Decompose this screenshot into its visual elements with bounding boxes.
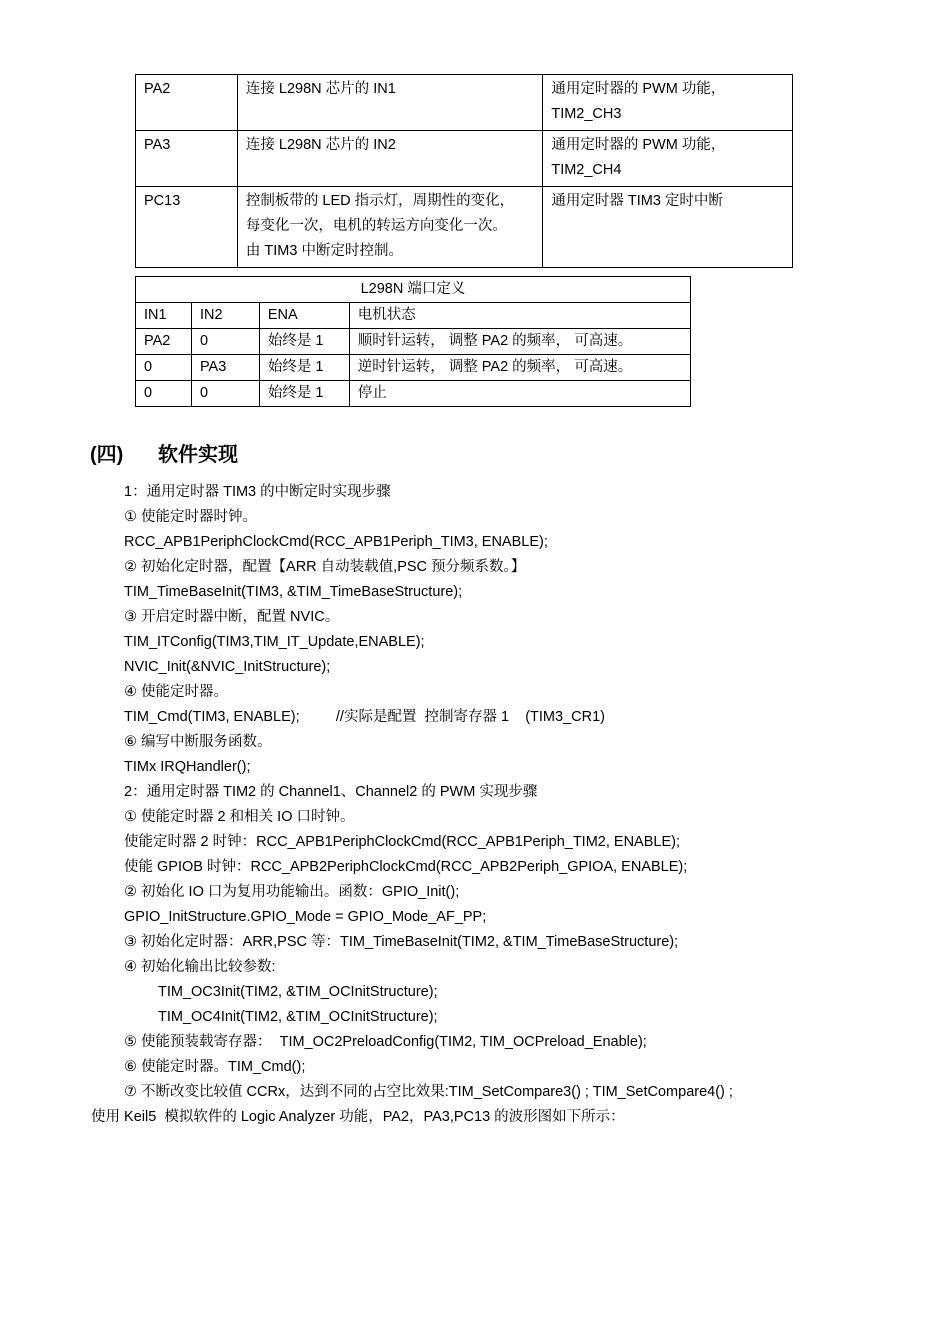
pin-cell: PA2: [136, 75, 238, 131]
text-line: ④ 初始化输出比较参数:: [124, 959, 276, 975]
code-line: TIM_Cmd(TIM3, ENABLE); //实际是配置 控制寄存器 1 (TIM3_CR1): [124, 709, 605, 725]
table-row: [136, 329, 691, 355]
table-cell: 始终是 1: [259, 329, 349, 355]
code-line: TIMx IRQHandler();: [124, 759, 251, 775]
table-row: [136, 355, 691, 381]
section-heading: [90, 438, 238, 467]
table-row: [136, 75, 793, 131]
pin-table: [135, 74, 793, 268]
table-cell: 0: [136, 355, 192, 381]
text-line: 使能定时器 2 时钟：RCC_APB1PeriphClockCmd(RCC_APB1Periph_TIM2, ENABLE);: [124, 834, 680, 850]
header-cell: 电机状态: [349, 303, 690, 329]
table-row: [136, 187, 793, 268]
code-line: NVIC_Init(&NVIC_InitStructure);: [124, 659, 331, 675]
text-line: ④ 使能定时器。: [124, 684, 229, 700]
function-cell: 连接 L298N 芯片的 IN1: [237, 75, 542, 131]
table-header-row: [136, 303, 691, 329]
port-definition-table: [135, 276, 691, 407]
section-number: (四): [90, 444, 124, 466]
text-line: ③ 开启定时器中断，配置 NVIC。: [124, 609, 340, 625]
code-line: GPIO_InitStructure.GPIO_Mode = GPIO_Mode_AF_PP;: [124, 909, 487, 925]
text-line: ② 初始化定时器，配置【ARR 自动装载值,PSC 预分频系数。】: [124, 559, 526, 575]
table-cell: 停止: [349, 381, 690, 407]
header-cell: ENA: [259, 303, 349, 329]
section-title: 软件实现: [158, 444, 238, 466]
code-line: TIM_ITConfig(TIM3,TIM_IT_Update,ENABLE);: [124, 634, 425, 650]
table-cell: PA2: [136, 329, 192, 355]
note-cell: 通用定时器的 PWM 功能， TIM2_CH3: [543, 75, 793, 131]
table-cell: 逆时针运转， 调整 PA2 的频率， 可高速。: [349, 355, 690, 381]
text-line: 1：通用定时器 TIM3 的中断定时实现步骤: [124, 484, 391, 500]
pin-cell: PA3: [136, 131, 238, 187]
text-line: ③ 初始化定时器：ARR,PSC 等：TIM_TimeBaseInit(TIM2, &TIM_TimeBaseStructure);: [124, 934, 679, 950]
text-line: ② 初始化 IO 口为复用功能输出。函数：GPIO_Init();: [124, 884, 460, 900]
table-cell: 始终是 1: [259, 355, 349, 381]
table-cell: 顺时针运转， 调整 PA2 的频率， 可高速。: [349, 329, 690, 355]
table-cell: 0: [191, 381, 259, 407]
text-line: ① 使能定时器时钟。: [124, 509, 258, 525]
table-cell: PA3: [191, 355, 259, 381]
pin-cell: PC13: [136, 187, 238, 268]
function-cell: 控制板带的 LED 指示灯，周期性的变化， 每变化一次，电机的转运方向变化一次。 由 TIM3 中断定时控制。: [237, 187, 542, 268]
table-caption: L298N 端口定义: [136, 277, 691, 303]
text-line: ⑥ 编写中断服务函数。: [124, 734, 272, 750]
function-cell: 连接 L298N 芯片的 IN2: [237, 131, 542, 187]
table-cell: 0: [191, 329, 259, 355]
code-line: TIM_TimeBaseInit(TIM3, &TIM_TimeBaseStructure);: [124, 584, 463, 600]
text-line: ⑥ 使能定时器。TIM_Cmd();: [124, 1059, 306, 1075]
table-row: [136, 131, 793, 187]
code-line: TIM_OC3Init(TIM2, &TIM_OCInitStructure);: [158, 984, 438, 1000]
header-cell: IN1: [136, 303, 192, 329]
code-line: RCC_APB1PeriphClockCmd(RCC_APB1Periph_TIM3, ENABLE);: [124, 534, 548, 550]
note-cell: 通用定时器 TIM3 定时中断: [543, 187, 793, 268]
table-cell: 始终是 1: [259, 381, 349, 407]
table-caption-row: [136, 277, 691, 303]
note-cell: 通用定时器的 PWM 功能， TIM2_CH4: [543, 131, 793, 187]
text-line: ① 使能定时器 2 和相关 IO 口时钟。: [124, 809, 355, 825]
table-cell: 0: [136, 381, 192, 407]
text-line: ⑤ 使能预装载寄存器： TIM_OC2PreloadConfig(TIM2, TIM_OCPreload_Enable);: [124, 1034, 647, 1050]
table-row: [136, 381, 691, 407]
text-line: 2：通用定时器 TIM2 的 Channel1、Channel2 的 PWM 实现步骤: [124, 784, 538, 800]
text-line: ⑦ 不断改变比较值 CCRx，达到不同的占空比效果:TIM_SetCompare3() ; TIM_SetCompare4() ;: [124, 1084, 733, 1100]
text-line: 使用 Keil5 模拟软件的 Logic Analyzer 功能，PA2，PA3,PC13 的波形图如下所示：: [91, 1109, 625, 1125]
code-line: TIM_OC4Init(TIM2, &TIM_OCInitStructure);: [158, 1009, 438, 1025]
text-line: 使能 GPIOB 时钟：RCC_APB2PeriphClockCmd(RCC_APB2Periph_GPIOA, ENABLE);: [124, 859, 688, 875]
header-cell: IN2: [191, 303, 259, 329]
